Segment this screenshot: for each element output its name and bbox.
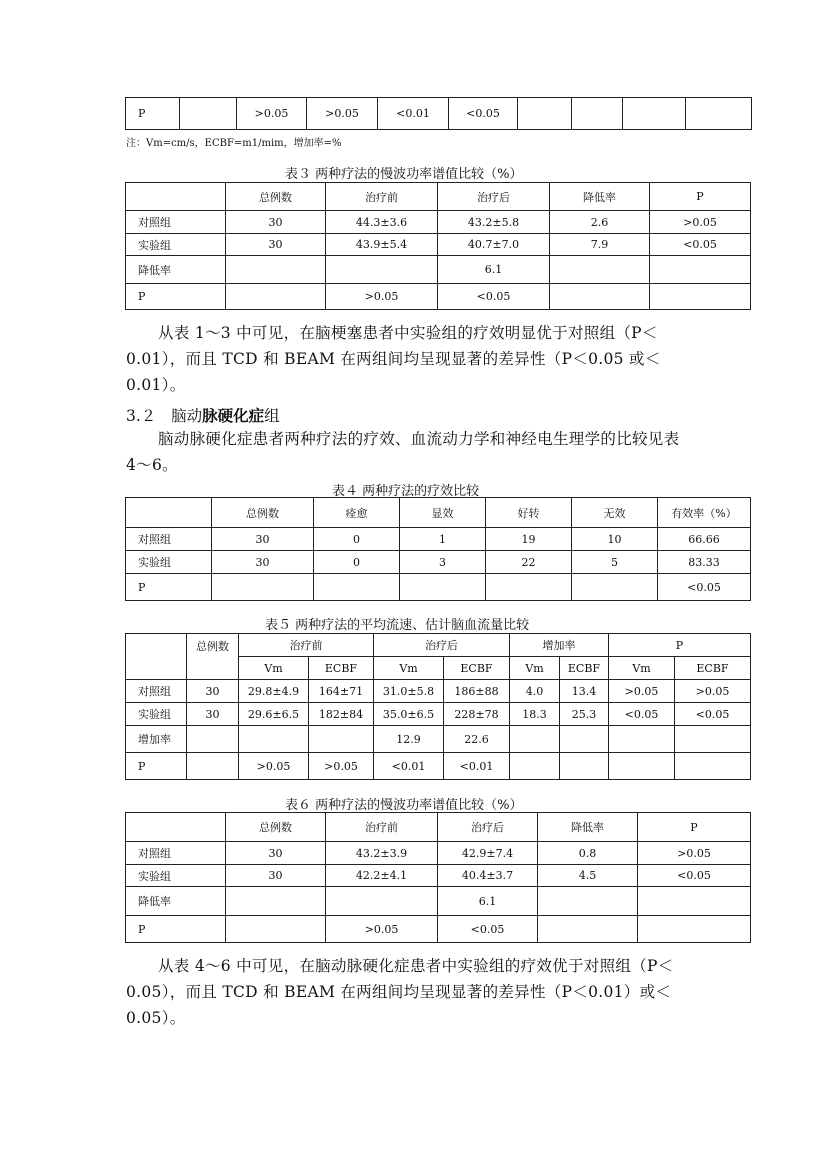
table-cell: P	[126, 284, 226, 310]
table5	[125, 633, 751, 780]
table-cell: 13.4	[560, 680, 609, 703]
table-cell: 0	[314, 528, 400, 551]
table-cell: <0.05	[638, 865, 751, 887]
paragraph-3	[158, 953, 674, 979]
table-cell: <0.01	[444, 753, 510, 780]
table-cell: 对照组	[126, 528, 212, 551]
table-cell	[638, 916, 751, 943]
table-row	[126, 680, 751, 703]
table-cell: >0.05	[309, 753, 374, 780]
table6	[125, 812, 751, 943]
table-row	[126, 887, 751, 916]
table-cell: P	[126, 753, 187, 780]
table-cell	[609, 753, 675, 780]
table-header-cell: Vm	[609, 657, 675, 680]
table-cell	[675, 726, 751, 753]
table-cell: 42.2±4.1	[326, 865, 438, 887]
table-cell: 实验组	[126, 551, 212, 574]
table-cell	[510, 753, 560, 780]
table-header-cell: ECBF	[309, 657, 374, 680]
table-row	[126, 234, 751, 256]
table-cell	[226, 887, 326, 916]
table3-caption: 表３ 两种疗法的慢波功率谱值比较（%）	[285, 167, 523, 182]
paragraph-line: 0.05）。	[126, 1009, 186, 1027]
paragraph-line: 0.01），而且 TCD 和 BEAM 在两组间均呈现显著的差异性（P＜0.05 或＜	[126, 350, 661, 368]
table-cell	[180, 98, 237, 130]
table-row	[126, 842, 751, 865]
table-cell: 44.3±3.6	[326, 211, 438, 234]
table-cell: 增加率	[126, 726, 187, 753]
table-cell: 22	[486, 551, 572, 574]
table-header-cell: 无效	[572, 498, 658, 528]
paragraph-3-cont	[126, 979, 671, 1031]
table-header-cell: 治疗前	[239, 634, 374, 657]
paragraph-line: 0.05），而且 TCD 和 BEAM 在两组间均呈现显著的差异性（P＜0.01）或＜	[126, 983, 672, 1001]
table-cell	[572, 574, 658, 601]
table-cell	[326, 256, 438, 284]
table-cell: <0.05	[658, 574, 751, 601]
table-header-cell	[126, 813, 226, 842]
table-cell: 30	[212, 551, 314, 574]
paragraph-2-cont	[126, 452, 178, 478]
table-cell	[187, 753, 239, 780]
table-row	[126, 256, 751, 284]
table-cell	[609, 726, 675, 753]
table-cell	[538, 887, 638, 916]
table-cell: 29.8±4.9	[239, 680, 309, 703]
table-cell: >0.05	[326, 284, 438, 310]
table-header-cell: Vm	[510, 657, 560, 680]
table-cell: 对照组	[126, 842, 226, 865]
table-cell	[226, 916, 326, 943]
section-title-a: 脑动	[171, 407, 203, 425]
paragraph-line: 脑动脉硬化症患者两种疗法的疗效、血流动力学和神经电生理学的比较见表	[158, 430, 680, 448]
table-cell: >0.05	[239, 753, 309, 780]
table-cell: 43.2±5.8	[438, 211, 550, 234]
table-cell	[510, 726, 560, 753]
table-cell	[623, 98, 686, 130]
table-cell: 30	[187, 680, 239, 703]
table-cell	[326, 887, 438, 916]
table-header-row	[126, 813, 751, 842]
table-cell: 186±88	[444, 680, 510, 703]
table-cell: <0.05	[609, 703, 675, 726]
table-header-cell: 治疗后	[374, 634, 510, 657]
table-header-row	[126, 183, 751, 211]
table-cell: 5	[572, 551, 658, 574]
table-cell: 对照组	[126, 211, 226, 234]
table-cell: <0.05	[438, 284, 550, 310]
table-cell: 30	[226, 865, 326, 887]
table-cell: >0.05	[307, 98, 378, 130]
table-cell: 83.33	[658, 551, 751, 574]
table-cell	[239, 726, 309, 753]
table-cell: 43.2±3.9	[326, 842, 438, 865]
table-cell: 30	[226, 842, 326, 865]
table-row	[126, 726, 751, 753]
table-header-cell: 总例数	[226, 813, 326, 842]
table-cell: P	[126, 98, 180, 130]
top-p-table	[125, 97, 752, 130]
table-row	[126, 98, 752, 130]
table-row	[126, 916, 751, 943]
table-header-cell: P	[609, 634, 751, 657]
table-header-cell	[126, 634, 187, 680]
table-header-cell: Vm	[374, 657, 444, 680]
table-row	[126, 528, 751, 551]
section-title-c: 组	[264, 407, 280, 425]
table-cell: 18.3	[510, 703, 560, 726]
table-cell	[226, 256, 326, 284]
table-cell: 10	[572, 528, 658, 551]
table-header-cell: 治疗后	[438, 183, 550, 211]
table-cell: 4.0	[510, 680, 560, 703]
table-cell: 35.0±6.5	[374, 703, 444, 726]
table-cell	[650, 256, 751, 284]
table-header-cell: 降低率	[550, 183, 650, 211]
table-cell: 25.3	[560, 703, 609, 726]
table-header-row	[126, 634, 751, 657]
table-row	[126, 865, 751, 887]
table-cell: 1	[400, 528, 486, 551]
table-cell: 29.6±6.5	[239, 703, 309, 726]
table-cell	[550, 256, 650, 284]
table-row	[126, 753, 751, 780]
paragraph-line: 0.01）。	[126, 376, 186, 394]
table-cell: >0.05	[638, 842, 751, 865]
table-cell: 22.6	[444, 726, 510, 753]
table-cell: 30	[212, 528, 314, 551]
table-cell: 实验组	[126, 703, 187, 726]
table-header-cell	[126, 498, 212, 528]
table-header-cell: Vm	[239, 657, 309, 680]
table-header-cell: 显效	[400, 498, 486, 528]
table-cell: 66.66	[658, 528, 751, 551]
table-cell: 30	[187, 703, 239, 726]
paragraph-2	[158, 426, 679, 452]
table-cell: 6.1	[438, 256, 550, 284]
table-cell: 降低率	[126, 887, 226, 916]
table-cell: 43.9±5.4	[326, 234, 438, 256]
table-cell	[226, 284, 326, 310]
table-row	[126, 211, 751, 234]
table-cell: >0.05	[650, 211, 751, 234]
table-cell	[686, 98, 752, 130]
table-header-cell: 治疗前	[326, 183, 438, 211]
table-cell: <0.01	[374, 753, 444, 780]
table-cell	[212, 574, 314, 601]
table-header-cell: ECBF	[675, 657, 751, 680]
table-cell: 30	[226, 234, 326, 256]
table-cell: 12.9	[374, 726, 444, 753]
table-cell: 182±84	[309, 703, 374, 726]
table-header-cell: 治疗前	[326, 813, 438, 842]
table-cell	[560, 726, 609, 753]
table-cell: 164±71	[309, 680, 374, 703]
table-cell: 7.9	[550, 234, 650, 256]
table-header-cell: 增加率	[510, 634, 609, 657]
table-row	[126, 703, 751, 726]
table-cell: 6.1	[438, 887, 538, 916]
table-cell: >0.05	[675, 680, 751, 703]
table-cell	[560, 753, 609, 780]
table-cell	[400, 574, 486, 601]
table-header-cell: 好转	[486, 498, 572, 528]
table-cell: 降低率	[126, 256, 226, 284]
table-row	[126, 284, 751, 310]
table-cell: 实验组	[126, 865, 226, 887]
paragraph-1-cont	[126, 346, 661, 398]
table-cell: <0.05	[449, 98, 518, 130]
table-note: 注：Vm=cm/s，ECBF=m1/mim，增加率=%	[126, 138, 342, 149]
table-cell: 40.7±7.0	[438, 234, 550, 256]
table-header-cell: 总例数	[187, 634, 239, 680]
table-header-cell: 总例数	[226, 183, 326, 211]
table-cell	[675, 753, 751, 780]
table-cell	[518, 98, 572, 130]
table-header-cell: 有效率（%）	[658, 498, 751, 528]
table5-caption: 表５ 两种疗法的平均流速、估计脑血流量比较	[265, 618, 530, 633]
table-header-cell: P	[650, 183, 751, 211]
table-cell	[309, 726, 374, 753]
table-cell: 40.4±3.7	[438, 865, 538, 887]
table-cell: >0.05	[326, 916, 438, 943]
table-cell	[538, 916, 638, 943]
paragraph-line: 4～6。	[126, 456, 178, 474]
section-number: 3.２	[126, 407, 157, 425]
table-header-cell: 治疗后	[438, 813, 538, 842]
table-cell: P	[126, 574, 212, 601]
table-cell	[187, 726, 239, 753]
table-header-cell: ECBF	[560, 657, 609, 680]
table-cell: >0.05	[237, 98, 307, 130]
table-header-cell: 降低率	[538, 813, 638, 842]
table-cell: 对照组	[126, 680, 187, 703]
table-row	[126, 551, 751, 574]
table-cell	[638, 887, 751, 916]
table-row	[126, 574, 751, 601]
paragraph-1	[158, 320, 658, 346]
table-cell	[550, 284, 650, 310]
table-cell: 3	[400, 551, 486, 574]
table-cell	[572, 98, 623, 130]
table-header-cell	[126, 183, 226, 211]
table-header-row	[126, 498, 751, 528]
table4	[125, 497, 751, 601]
table-cell: P	[126, 916, 226, 943]
table-cell: 42.9±7.4	[438, 842, 538, 865]
table-cell	[486, 574, 572, 601]
section-heading	[126, 404, 280, 426]
table-header-cell: ECBF	[444, 657, 510, 680]
table6-caption: 表６ 两种疗法的慢波功率谱值比较（%）	[285, 798, 523, 813]
table-header-cell: 痊愈	[314, 498, 400, 528]
table-header-cell: 总例数	[212, 498, 314, 528]
table-cell: 228±78	[444, 703, 510, 726]
table-cell: 4.5	[538, 865, 638, 887]
table-cell: 2.6	[550, 211, 650, 234]
table-header-cell: P	[638, 813, 751, 842]
table-cell: 0.8	[538, 842, 638, 865]
table-cell: <0.01	[378, 98, 449, 130]
table-cell: 31.0±5.8	[374, 680, 444, 703]
table4-caption: 表４ 两种疗法的疗效比较	[332, 484, 480, 499]
table-cell: 实验组	[126, 234, 226, 256]
section-title-b: 脉硬化症	[202, 406, 265, 425]
table-cell	[650, 284, 751, 310]
table-cell: <0.05	[675, 703, 751, 726]
table3	[125, 182, 751, 310]
table-cell	[314, 574, 400, 601]
table-cell: 19	[486, 528, 572, 551]
table-cell: >0.05	[609, 680, 675, 703]
paragraph-line: 从表 4～6 中可见，在脑动脉硬化症患者中实验组的疗效优于对照组（P＜	[158, 957, 674, 975]
table-cell: 30	[226, 211, 326, 234]
paragraph-line: 从表 1～3 中可见，在脑梗塞患者中实验组的疗效明显优于对照组（P＜	[158, 324, 658, 342]
table-cell: <0.05	[438, 916, 538, 943]
table-cell: <0.05	[650, 234, 751, 256]
table-cell: 0	[314, 551, 400, 574]
